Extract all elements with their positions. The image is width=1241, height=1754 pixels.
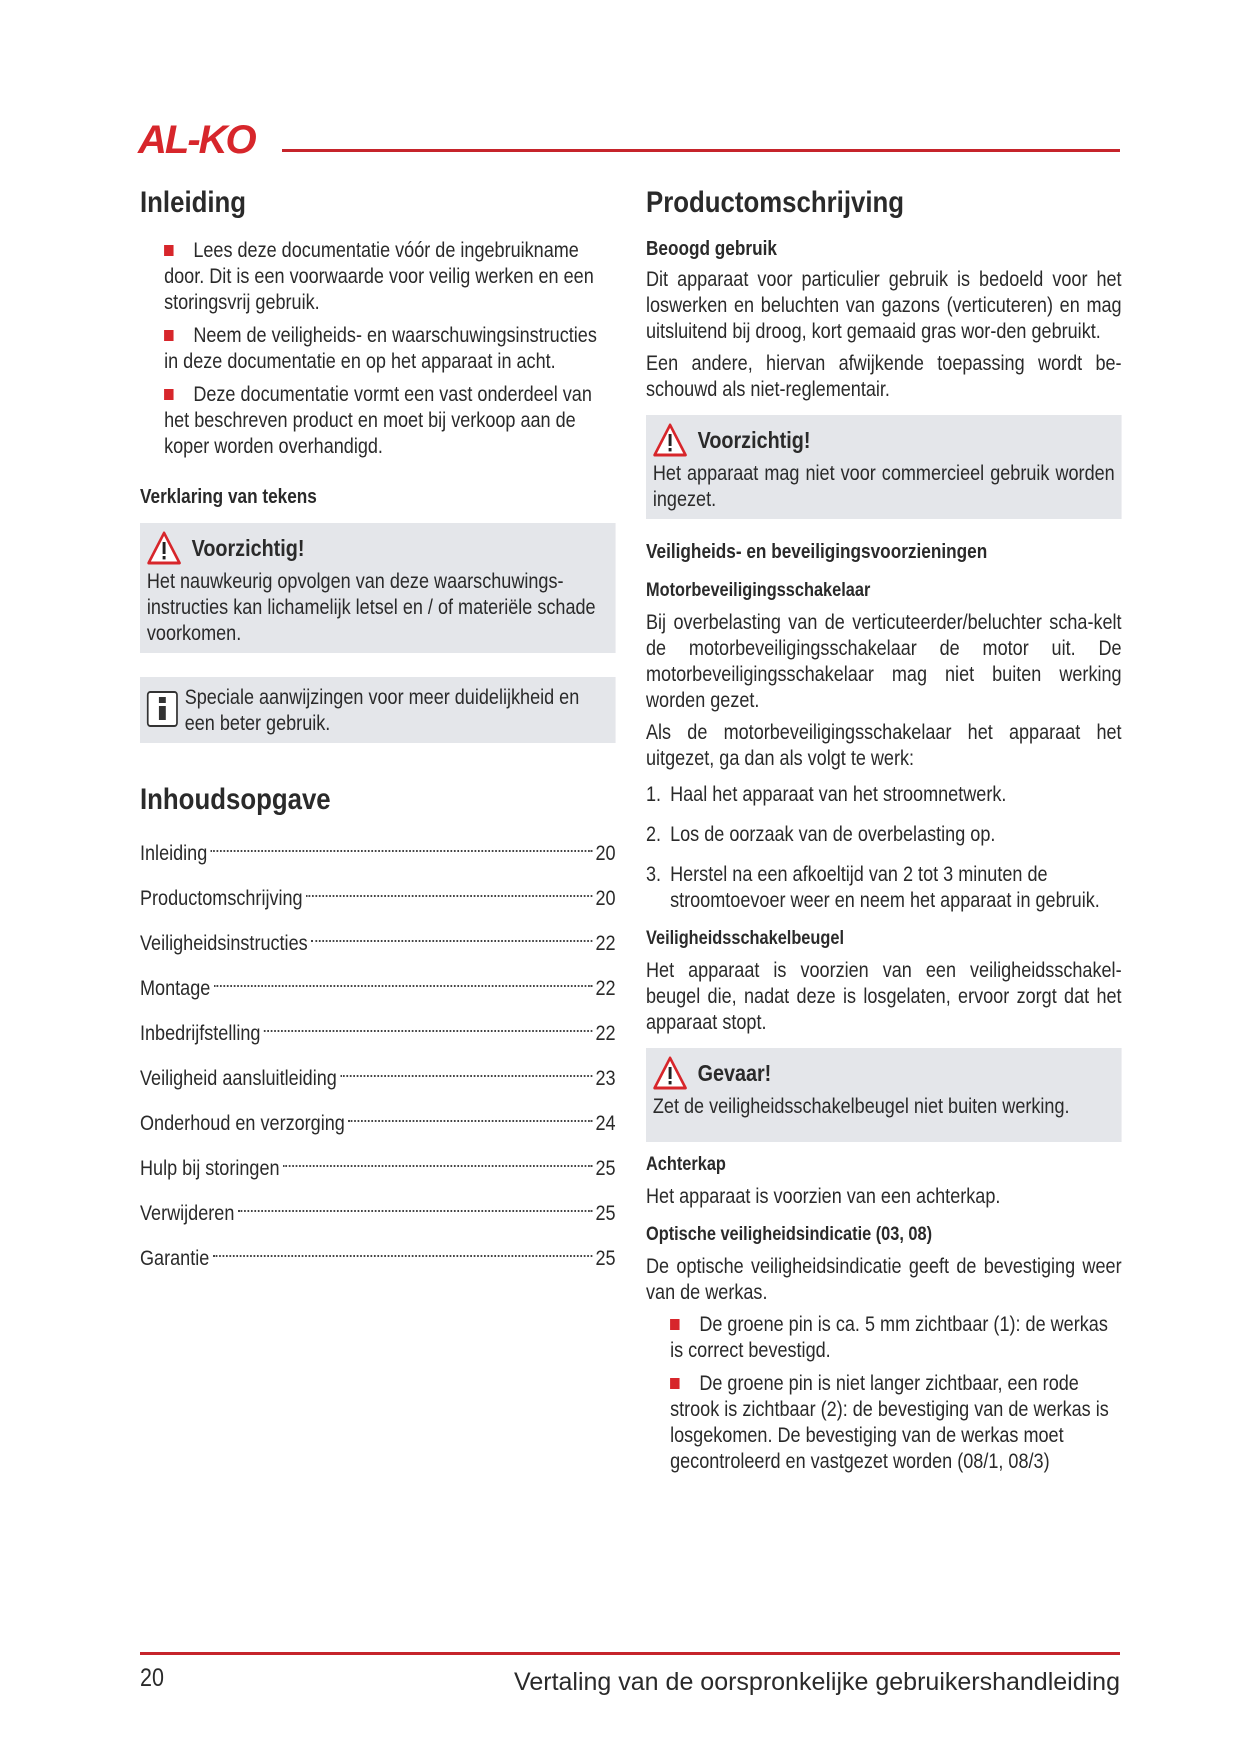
steps-list [646, 782, 1122, 914]
motor-paragraph: Als de motorbeveiligingsschakelaar het apparaat het uitgezet, ga dan als volgt te werk: [646, 721, 1122, 770]
toc-row: Inbedrijfstelling 22 [140, 1022, 616, 1045]
intro-bullet: Lees deze documentatie vóór de ingebruikname door. Dit is een voorwaarde voor veilig werken en een storingsvrij gebruik. [164, 239, 594, 314]
optisch-title: Optische veiligheidsindicatie (03, 08) [646, 1224, 933, 1245]
toc-row: Hulp bij storingen 25 [140, 1157, 616, 1180]
right-column [646, 186, 1122, 1482]
intro-bullet-list [140, 238, 616, 460]
beoogd-paragraph: Een andere, hiervan afwijkende toepassing wordt be-schouwd als niet-reglementair. [646, 352, 1122, 401]
toc-row: Productomschrijving 20 [140, 887, 616, 910]
toc-list [140, 831, 616, 1281]
toc-dots [264, 1030, 592, 1032]
alko-logo: AL-KO [138, 118, 255, 162]
beoogd-paragraph: Dit apparaat voor particulier gebruik is bedoeld voor het loswerken en beluchten van gazons (verticuteren) en mag uitsluitend bij droog, kort gemaaid gras wor-den gebruikt. [646, 268, 1122, 343]
toc-row: Inleiding 20 [140, 842, 616, 865]
toc-row: Onderhoud en verzorging 24 [140, 1112, 616, 1135]
step-item: 3. Herstel na een afkoeltijd van 2 tot 3 minuten de stroomtoevoer weer en neem het apparaat in gebruik. [646, 863, 1100, 912]
beugel-paragraph: Het apparaat is voorzien van een veiligheidsschakel-beugel die, nadat deze is losgelaten, ervoor zorgt dat het apparaat stopt. [646, 959, 1122, 1034]
danger-box [646, 1048, 1122, 1142]
left-column [140, 186, 616, 1281]
toc-dots [213, 1255, 592, 1257]
caution-text: Het nauwkeurig opvolgen van deze waarschuwings-instructies kan lichamelijk letsel en / of materiële schade voorkomen. [146, 570, 596, 645]
step-item: 2. Los de oorzaak van de overbelasting op. [646, 823, 996, 846]
caution-box [646, 415, 1122, 519]
warning-triangle-icon [653, 423, 687, 457]
danger-text: Zet de veiligheidsschakelbeugel niet buiten werking. [652, 1095, 1070, 1118]
motor-title: Motorbeveiligingsschakelaar [646, 580, 871, 601]
intro-bullet: Deze documentatie vormt een vast onderdeel van het beschreven product en moet bij verkoop aan de koper worden overhandigd. [164, 383, 592, 458]
page-number: 20 [140, 1664, 164, 1692]
info-icon [147, 691, 178, 727]
info-box [140, 677, 616, 743]
optisch-bullet: De groene pin is niet langer zichtbaar, een rode strook is zichtbaar (2): de bevestiging van de werkas is losgekomen. De bevestiging van de werkas moet gecontroleerd en vastgezet worden (08/1, 08/3) [670, 1372, 1109, 1473]
inleiding-title: Inleiding [140, 186, 247, 219]
achterkap-paragraph: Het apparaat is voorzien van een achterkap. [646, 1185, 1001, 1208]
product-title: Productomschrijving [646, 186, 905, 219]
header-rule [282, 149, 1120, 152]
bullet-square-icon [164, 389, 173, 400]
toc-dots [283, 1165, 592, 1167]
beoogd-title: Beoogd gebruik [646, 238, 777, 260]
caution-title: Voorzichtig! [191, 534, 305, 561]
caution-box [140, 523, 616, 653]
optisch-bullet: De groene pin is ca. 5 mm zichtbaar (1): de werkas is correct bevestigd. [670, 1313, 1108, 1362]
toc-dots [348, 1120, 592, 1122]
warning-triangle-icon [147, 531, 181, 565]
bullet-square-icon [670, 1378, 679, 1389]
warning-triangle-icon [653, 1056, 687, 1090]
toc-dots [214, 985, 592, 987]
toc-row: Montage 22 [140, 977, 616, 1000]
veiligheid-title: Veiligheids- en beveiligingsvoorzieningen [646, 541, 988, 563]
toc-dots [340, 1075, 592, 1077]
footer-rule [140, 1652, 1120, 1655]
danger-title: Gevaar! [697, 1059, 772, 1086]
optisch-bullet-list [646, 1312, 1122, 1475]
optisch-paragraph: De optische veiligheidsindicatie geeft de bevestiging weer van de werkas. [646, 1255, 1122, 1304]
motor-paragraph: Bij overbelasting van de verticuteerder/beluchter scha-kelt de motorbeveiligingsschakelaar de motor uit. De motorbeveiligingsschakelaar mag niet buiten werking worden gezet. [646, 611, 1122, 712]
caution-title: Voorzichtig! [697, 426, 811, 453]
toc-row: Veiligheidsinstructies 22 [140, 932, 616, 955]
toc-row: Verwijderen 25 [140, 1202, 616, 1225]
verklaring-title: Verklaring van tekens [140, 486, 317, 508]
toc-row: Garantie 25 [140, 1247, 616, 1270]
footer-text: Vertaling van de oorspronkelijke gebruikershandleiding [514, 1668, 1120, 1696]
caution-text: Het apparaat mag niet voor commercieel gebruik worden ingezet. [652, 462, 1115, 511]
toc-row: Veiligheid aansluitleiding 23 [140, 1067, 616, 1090]
intro-bullet: Neem de veiligheids- en waarschuwingsinstructies in deze documentatie en op het apparaat in acht. [164, 324, 597, 373]
bullet-square-icon [164, 330, 173, 341]
toc-title: Inhoudsopgave [140, 783, 331, 816]
toc-dots [238, 1210, 592, 1212]
toc-dots [211, 850, 592, 852]
step-item: 1. Haal het apparaat van het stroomnetwerk. [646, 783, 1007, 806]
bullet-square-icon [164, 245, 173, 256]
achterkap-title: Achterkap [646, 1154, 726, 1175]
toc-dots [306, 895, 592, 897]
beugel-title: Veiligheidsschakelbeugel [646, 928, 844, 949]
info-text: Speciale aanwijzingen voor meer duidelijkheid en een beter gebruik. [184, 686, 580, 735]
toc-dots [311, 940, 592, 942]
bullet-square-icon [670, 1319, 679, 1330]
